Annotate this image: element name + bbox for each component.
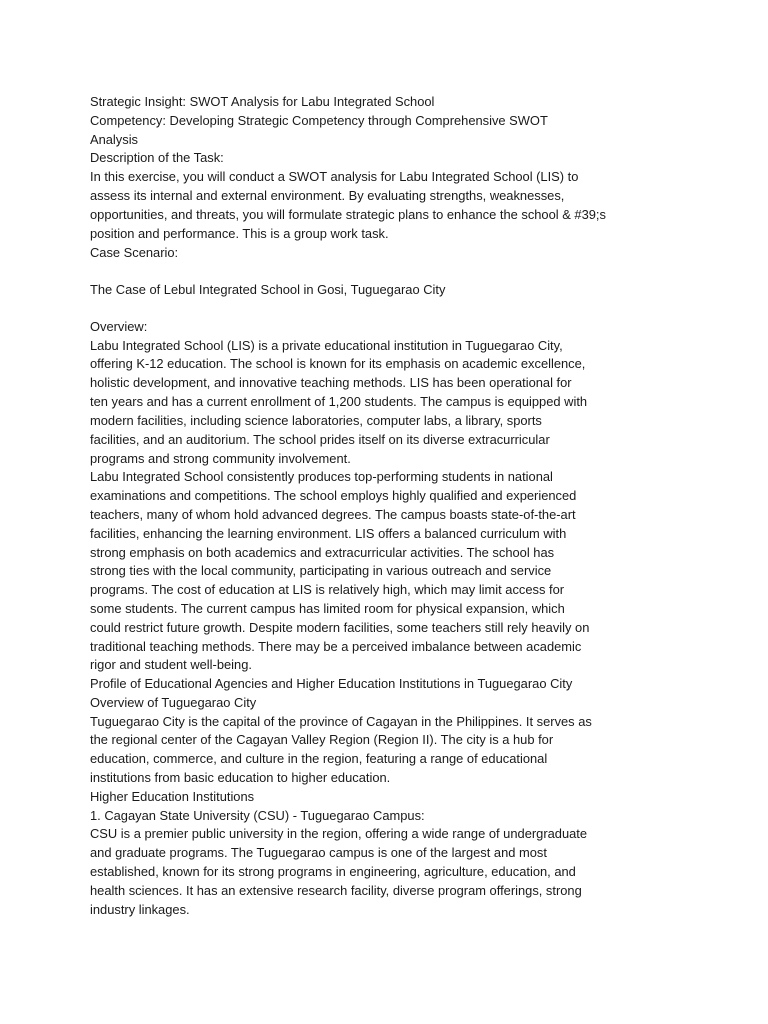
- body-text-line: assess its internal and external environment. By evaluating strengths, weaknesses,: [90, 188, 565, 203]
- body-text-line: modern facilities, including science laboratories, computer labs, a library, sports: [90, 413, 542, 428]
- body-text-line: health sciences. It has an extensive research facility, diverse program offerings, strong: [90, 883, 582, 898]
- body-text-line: strong ties with the local community, participating in various outreach and service: [90, 563, 552, 578]
- body-text-line: Labu Integrated School consistently produces top-performing students in national: [90, 469, 553, 484]
- body-text-line: facilities, enhancing the learning environment. LIS offers a balanced curriculum with: [90, 526, 567, 541]
- competency-line: Competency: Developing Strategic Competency through Comprehensive SWOT: [90, 113, 548, 128]
- case-scenario-heading: Case Scenario:: [90, 245, 179, 260]
- body-text-line: traditional teaching methods. There may be a perceived imbalance between academic: [90, 639, 582, 654]
- body-text-line: rigor and student well-being.: [90, 657, 252, 672]
- body-text-line: some students. The current campus has limited room for physical expansion, which: [90, 601, 565, 616]
- profile-heading: Profile of Educational Agencies and Higher Education Institutions in Tuguegarao City: [90, 676, 573, 691]
- document-title: Strategic Insight: SWOT Analysis for Labu Integrated School: [90, 94, 435, 109]
- body-text-line: Tuguegarao City is the capital of the province of Cagayan in the Philippines. It serves as: [90, 714, 592, 729]
- body-text-line: offering K-12 education. The school is known for its emphasis on academic excellence,: [90, 356, 586, 371]
- task-heading: Description of the Task:: [90, 150, 224, 165]
- body-text-line: ten years and has a current enrollment of 1,200 students. The campus is equipped with: [90, 394, 588, 409]
- body-text-line: In this exercise, you will conduct a SWOT analysis for Labu Integrated School (LIS) to: [90, 169, 579, 184]
- city-overview-heading: Overview of Tuguegarao City: [90, 695, 257, 710]
- body-text-line: established, known for its strong programs in engineering, agriculture, education, and: [90, 864, 576, 879]
- body-text-line: strong emphasis on both academics and extracurricular activities. The school has: [90, 545, 555, 560]
- body-text-line: CSU is a premier public university in the region, offering a wide range of undergraduate: [90, 826, 588, 841]
- body-text-line: position and performance. This is a group work task.: [90, 226, 389, 241]
- body-text-line: holistic development, and innovative teaching methods. LIS has been operational for: [90, 375, 572, 390]
- body-text-line: institutions from basic education to higher education.: [90, 770, 391, 785]
- case-title: The Case of Lebul Integrated School in Gosi, Tuguegarao City: [90, 282, 446, 297]
- body-text-line: programs and strong community involvement.: [90, 451, 351, 466]
- body-text-line: could restrict future growth. Despite modern facilities, some teachers still rely heavily on: [90, 620, 590, 635]
- body-text-line: education, commerce, and culture in the region, featuring a range of educational: [90, 751, 548, 766]
- competency-line-continued: Analysis: [90, 132, 138, 147]
- body-text-line: Labu Integrated School (LIS) is a private educational institution in Tuguegarao City,: [90, 338, 563, 353]
- csu-list-item: 1. Cagayan State University (CSU) - Tuguegarao Campus:: [90, 808, 425, 823]
- body-text-line: industry linkages.: [90, 902, 190, 917]
- body-text-line: opportunities, and threats, you will formulate strategic plans to enhance the school & #39;s: [90, 207, 606, 222]
- body-text-line: teachers, many of whom hold advanced degrees. The campus boasts state-of-the-art: [90, 507, 576, 522]
- body-text-line: facilities, and an auditorium. The school prides itself on its diverse extracurricular: [90, 432, 550, 447]
- body-text-line: the regional center of the Cagayan Valley Region (Region II). The city is a hub for: [90, 732, 554, 747]
- body-text-line: examinations and competitions. The school employs highly qualified and experienced: [90, 488, 577, 503]
- body-text-line: programs. The cost of education at LIS is relatively high, which may limit access for: [90, 582, 565, 597]
- body-text-line: and graduate programs. The Tuguegarao campus is one of the largest and most: [90, 845, 547, 860]
- overview-heading: Overview:: [90, 319, 148, 334]
- hei-heading: Higher Education Institutions: [90, 789, 255, 804]
